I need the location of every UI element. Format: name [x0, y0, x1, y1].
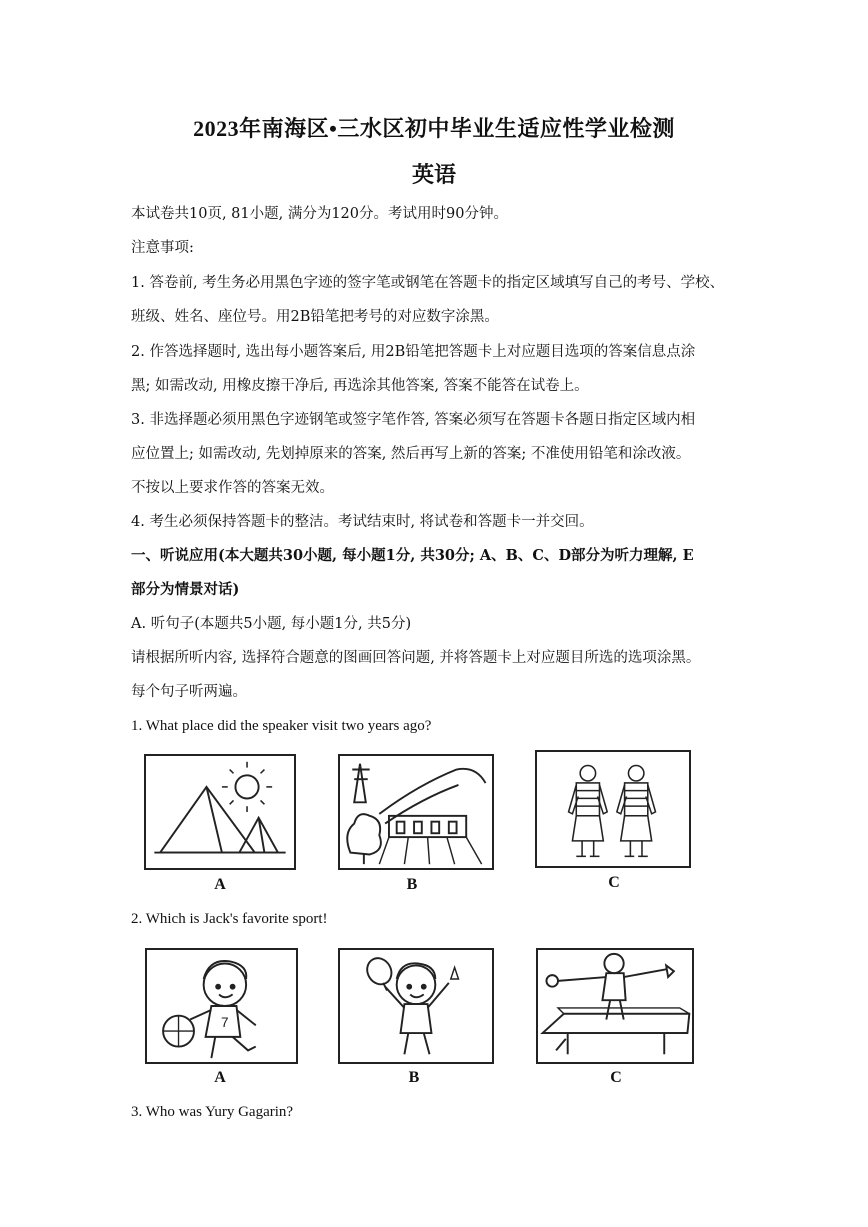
note-line: 1. 答卷前, 考生务必用黑色字迹的签字笔或钢笔在答题卡的指定区域填写自己的考号、学校、	[131, 275, 725, 291]
question-1: 1. What place did the speaker visit two years ago?	[131, 718, 432, 734]
option-label: B	[408, 1069, 420, 1086]
badminton-picture	[338, 948, 494, 1064]
option-label: A	[214, 876, 226, 893]
exam-intro: 本试卷共10页, 81小题, 满分为120分。考试用时90分钟。	[131, 206, 508, 222]
option-label: B	[406, 876, 418, 893]
ping-pong-picture	[536, 948, 694, 1064]
part-a-heading: A. 听句子(本题共5小题, 每小题1分, 共5分)	[131, 616, 412, 632]
section-heading: 一、听说应用(本大题共30小题, 每小题1分, 共30分; A、B、C、D部分为听力理解, E	[131, 547, 694, 564]
option-label: A	[214, 1069, 226, 1086]
note-line: 班级、姓名、座位号。用2B铅笔把考号的对应数字涂黑。	[131, 309, 499, 325]
question-2: 2. Which is Jack's favorite sport!	[131, 911, 328, 927]
exam-title: 2023年南海区•三水区初中毕业生适应性学业检测	[193, 116, 675, 141]
exam-subject: 英语	[411, 162, 456, 187]
notes-heading: 注意事项:	[131, 240, 194, 256]
option-label: C	[610, 1069, 622, 1086]
svg-text:7: 7	[221, 1015, 229, 1031]
terracotta-warriors-picture	[535, 750, 691, 868]
part-a-instruction: 请根据所听内容, 选择符合题意的图画回答问题, 并将答题卡上对应题目所选的选项涂黑。	[131, 650, 701, 666]
section-heading-cont: 部分为情景对话)	[131, 581, 240, 598]
dam-picture	[338, 754, 494, 870]
option-label: C	[608, 874, 620, 891]
part-a-instruction: 每个句子听两遍。	[131, 684, 247, 700]
note-line: 3. 非选择题必须用黑色字迹钢笔或签字笔作答, 答案必须写在答题卡各题日指定区域内相	[131, 412, 696, 428]
basketball-picture	[145, 948, 298, 1064]
note-line: 黑; 如需改动, 用橡皮擦干净后, 再选涂其他答案, 答案不能答在试卷上。	[131, 378, 589, 394]
pyramids-picture	[144, 754, 296, 870]
note-line: 不按以上要求作答的答案无效。	[131, 480, 334, 496]
question-3: 3. Who was Yury Gagarin?	[131, 1104, 294, 1120]
note-line: 应位置上; 如需改动, 先划掉原来的答案, 然后再写上新的答案; 不准使用铅笔和涂改液。	[131, 446, 691, 462]
note-line: 4. 考生必须保持答题卡的整洁。考试结束时, 将试卷和答题卡一并交回。	[131, 514, 594, 530]
note-line: 2. 作答选择题时, 选出每小题答案后, 用2B铅笔把答题卡上对应题目选项的答案信息点涂	[131, 344, 696, 360]
